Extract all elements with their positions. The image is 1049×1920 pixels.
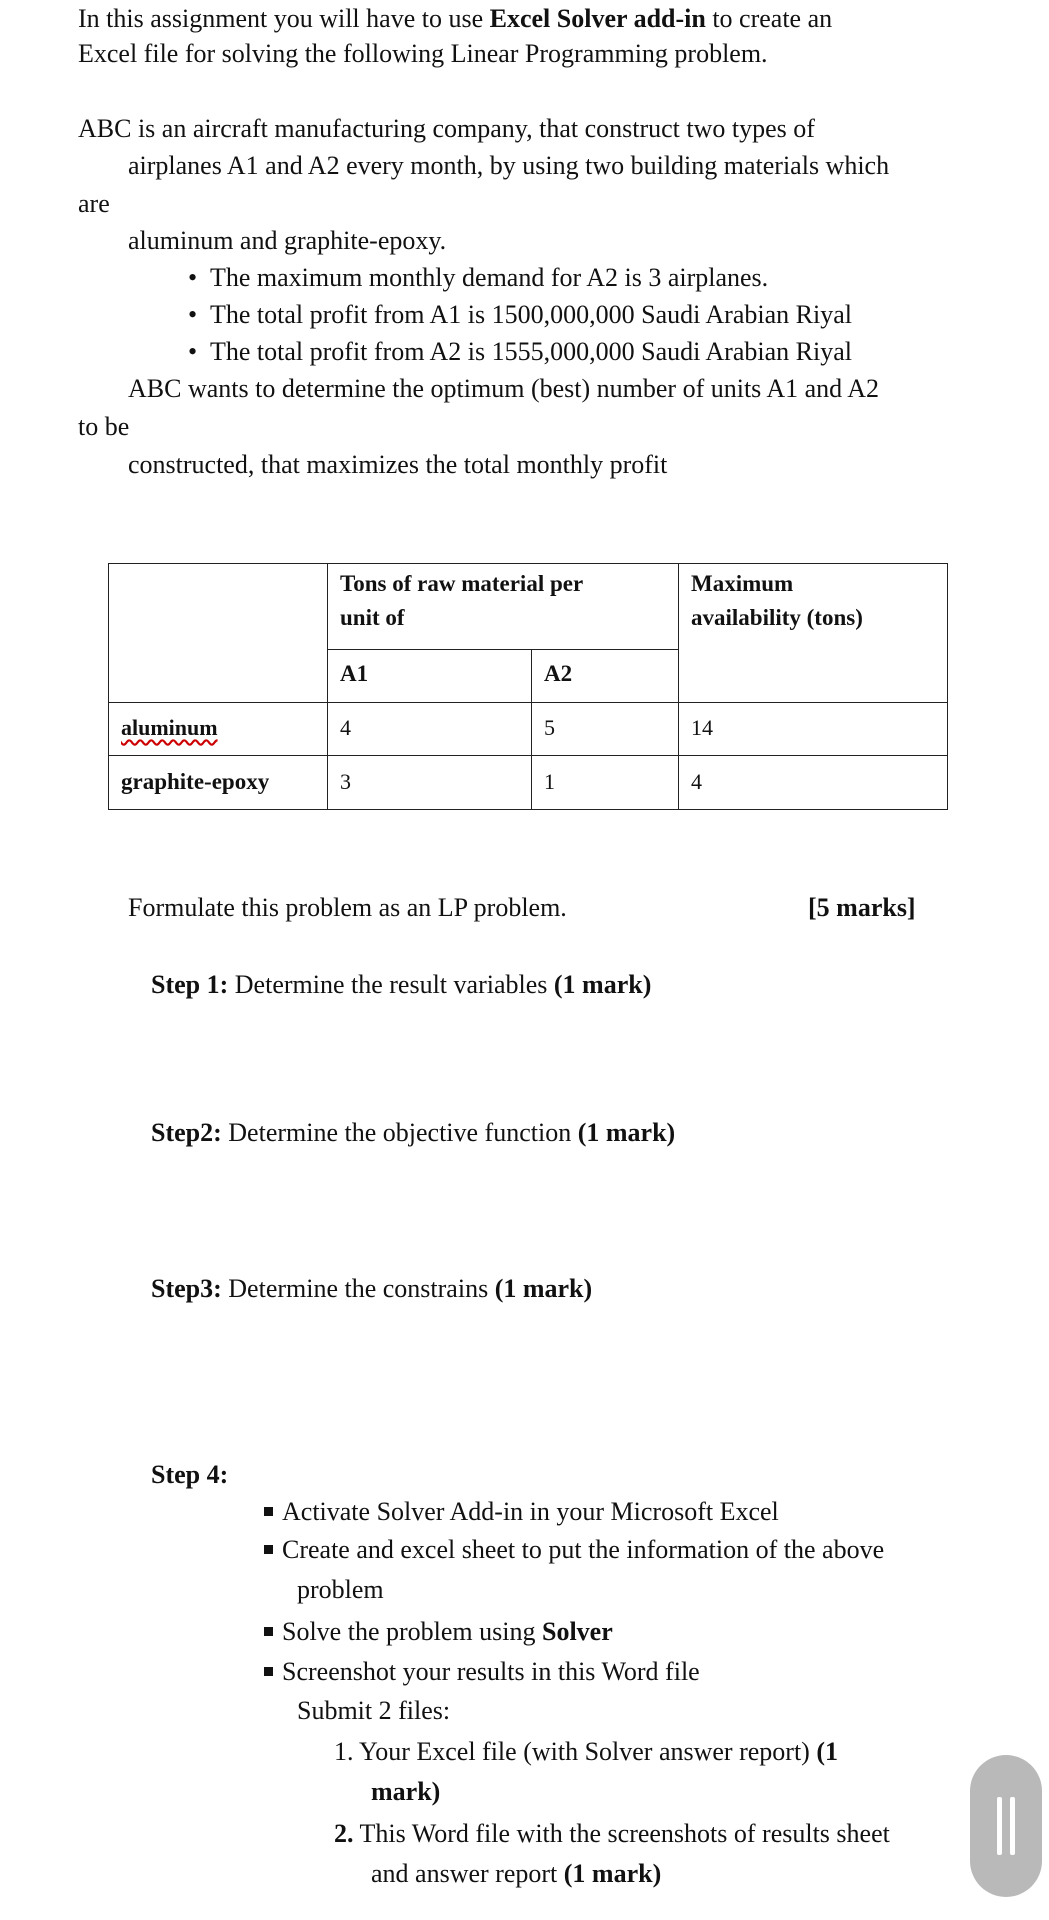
grip-icon [1010,1797,1015,1855]
value-cell: 4 [679,756,948,810]
header-a2: A2 [532,650,679,703]
scroll-handle[interactable] [970,1755,1042,1897]
problem-line-3: are [78,189,110,218]
problem-line-7: constructed, that maximizes the total monthly profit [128,450,668,479]
problem-line-4: aluminum and graphite-epoxy. [128,226,447,255]
bullet-icon: • [188,263,198,292]
intro-line-1: In this assignment you will have to use Excel Solver add-in to create an [78,4,833,33]
value-cell: 4 [328,703,532,756]
intro-line-2: Excel file for solving the following Linear Programming problem. [78,39,768,68]
value-cell: 5 [532,703,679,756]
step-4-label: Step 4: [151,1460,229,1489]
file-item-2-cont: and answer report (1 mark) [371,1859,662,1888]
problem-line-5: ABC wants to determine the optimum (best) number of units A1 and A2 [128,374,880,403]
step-1: Step 1: Determine the result variables (1 mark) [151,970,652,999]
step4-bullet-1: Activate Solver Add-in in your Microsoft Excel [264,1493,779,1530]
submit-label: Submit 2 files: [297,1696,451,1725]
file-item-2: 2. This Word file with the screenshots of results sheet [334,1819,890,1848]
formulate-text: Formulate this problem as an LP problem. [128,893,567,922]
table-row [109,756,948,810]
bullet-item-2: • The total profit from A1 is 1500,000,000 Saudi Arabian Riyal [188,296,852,333]
step4-bullet-3: Solve the problem using Solver [264,1613,613,1650]
file-item-1-cont: mark) [371,1777,441,1806]
file-item-1: 1. Your Excel file (with Solver answer report) (1 [334,1737,839,1766]
bullet-item-3: • The total profit from A2 is 1555,000,000 Saudi Arabian Riyal [188,333,852,370]
header-a1: A1 [328,650,532,703]
square-bullet-icon [264,1667,273,1676]
problem-line-2: airplanes A1 and A2 every month, by using two building materials which [128,151,890,180]
square-bullet-icon [264,1627,273,1636]
material-cell: aluminum [109,703,328,756]
step-2: Step2: Determine the objective function (1 mark) [151,1118,676,1147]
value-cell: 3 [328,756,532,810]
problem-line-1: ABC is an aircraft manufacturing company, that construct two types of [78,114,815,143]
bullet-icon: • [188,300,198,329]
table-corner-cell [109,564,328,703]
square-bullet-icon [264,1545,273,1554]
problem-line-6: to be [78,412,130,441]
value-cell: 14 [679,703,948,756]
bullet-item-1: • The maximum monthly demand for A2 is 3 airplanes. [188,259,768,296]
header-tons-cell: Tons of raw material per unit of [328,564,679,650]
bullet-icon: • [188,337,198,366]
table-row [109,703,948,756]
marks-label: [5 marks] [808,893,916,922]
material-cell: graphite-epoxy [109,756,328,810]
excel-solver-addin-text: Excel Solver add-in [489,4,706,33]
value-cell: 1 [532,756,679,810]
square-bullet-icon [264,1507,273,1516]
step4-bullet-4: Screenshot your results in this Word file [264,1653,700,1690]
step4-bullet-2: Create and excel sheet to put the information of the above [264,1531,884,1568]
step-3: Step3: Determine the constrains (1 mark) [151,1274,593,1303]
materials-table [108,563,948,810]
grip-icon [997,1797,1002,1855]
step4-bullet-2-cont: problem [297,1575,384,1604]
header-max-cell: Maximum availability (tons) [679,564,948,703]
